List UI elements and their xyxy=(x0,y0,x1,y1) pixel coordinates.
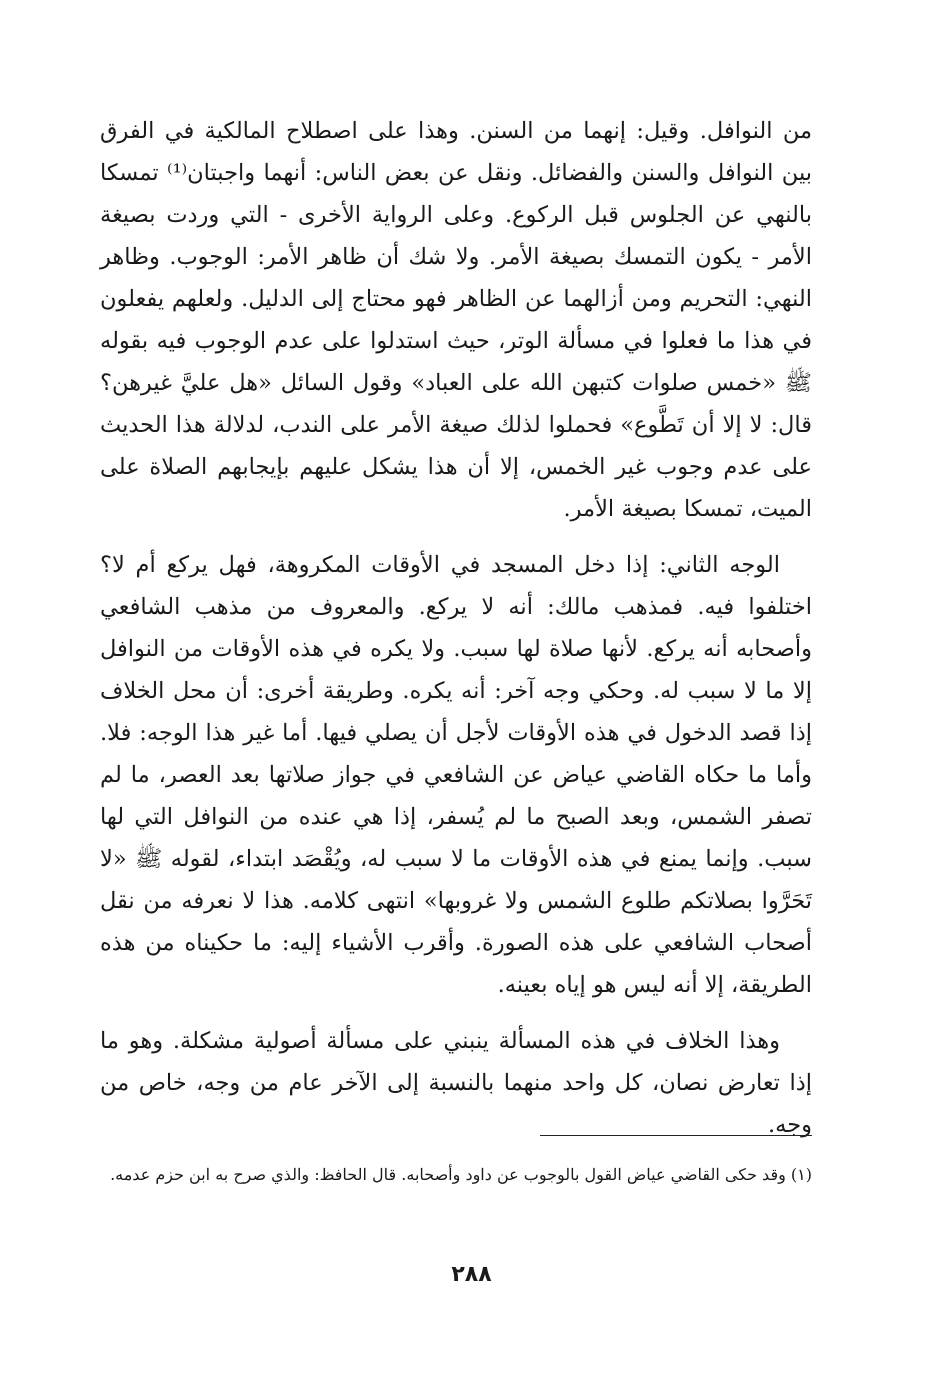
paragraph-2: الوجه الثاني: إذا دخل المسجد في الأوقات المكروهة، فهل يركع أم لا؟ اختلفوا فيه. فمذهب مالك: أنه لا يركع. والمعروف من مذهب الشافعي وأصحابه أنه يركع. لأنها صلاة لها سبب. ولا يكره في هذه الأوقات من النوافل إلا ما لا سبب له. وحكي وجه آخر: أنه يكره. وطريقة أخرى: أن محل الخلاف إذا قصد الدخول في هذه الأوقات لأجل أن يصلي فيها. أما غير هذا الوجه: فلا. وأما ما حكاه القاضي عياض عن الشافعي في جواز صلاتها بعد العصر، ما لم تصفر الشمس، وبعد الصبح ما لم يُسفر، إذا هي عنده من النوافل التي لها سبب. وإنما يمنع في هذه الأوقات ما لا سبب له، ويُقْصَد ابتداء، لقوله ﷺ «لا تَحَرَّوا بصلاتكم طلوع الشمس ولا غروبها» انتهى كلامه. هذا لا نعرفه من نقل أصحاب الشافعي على هذه الصورة. وأقرب الأشياء إليه: ما حكيناه من هذه الطريقة، إلا أنه ليس هو إياه بعينه. xyxy=(100,552,812,998)
main-text xyxy=(100,110,812,1146)
paragraph-1: من النوافل. وقيل: إنهما من السنن. وهذا على اصطلاح المالكية في الفرق بين النوافل والسنن والفضائل. ونقل عن بعض الناس: أنهما واجبتان⁽¹⁾ تمسكا بالنهي عن الجلوس قبل الركوع. وعلى الرواية الأخرى - التي وردت بصيغة الأمر - يكون التمسك بصيغة الأمر. ولا شك أن ظاهر الأمر: الوجوب. وظاهر النهي: التحريم ومن أزالهما عن الظاهر فهو محتاج إلى الدليل. ولعلهم يفعلون في هذا ما فعلوا في مسألة الوتر، حيث استدلوا على عدم الوجوب فيه بقوله ﷺ «خمس صلوات كتبهن الله على العباد» وقول السائل «هل عليَّ غيرهن؟ قال: لا إلا أن تَطَّوع» فحملوا لذلك صيغة الأمر على الندب، لدلالة هذا الحديث على عدم وجوب غير الخمس، إلا أن هذا يشكل عليهم بإيجابهم الصلاة على الميت، تمسكا بصيغة الأمر. xyxy=(100,118,812,522)
page-number: ٢٨٨ xyxy=(451,1262,492,1287)
footnote: (١) وقد حكى القاضي عياض القول بالوجوب عن داود وأصحابه. قال الحافظ: والذي صرح به ابن حزم عدمه. xyxy=(110,1165,812,1184)
footnote-divider xyxy=(540,1135,812,1136)
paragraph-3: وهذا الخلاف في هذه المسألة ينبني على مسألة أصولية مشكلة. وهو ما إذا تعارض نصان، كل واحد منهما بالنسبة إلى الآخر عام من وجه، خاص من وجه. xyxy=(100,1028,812,1138)
